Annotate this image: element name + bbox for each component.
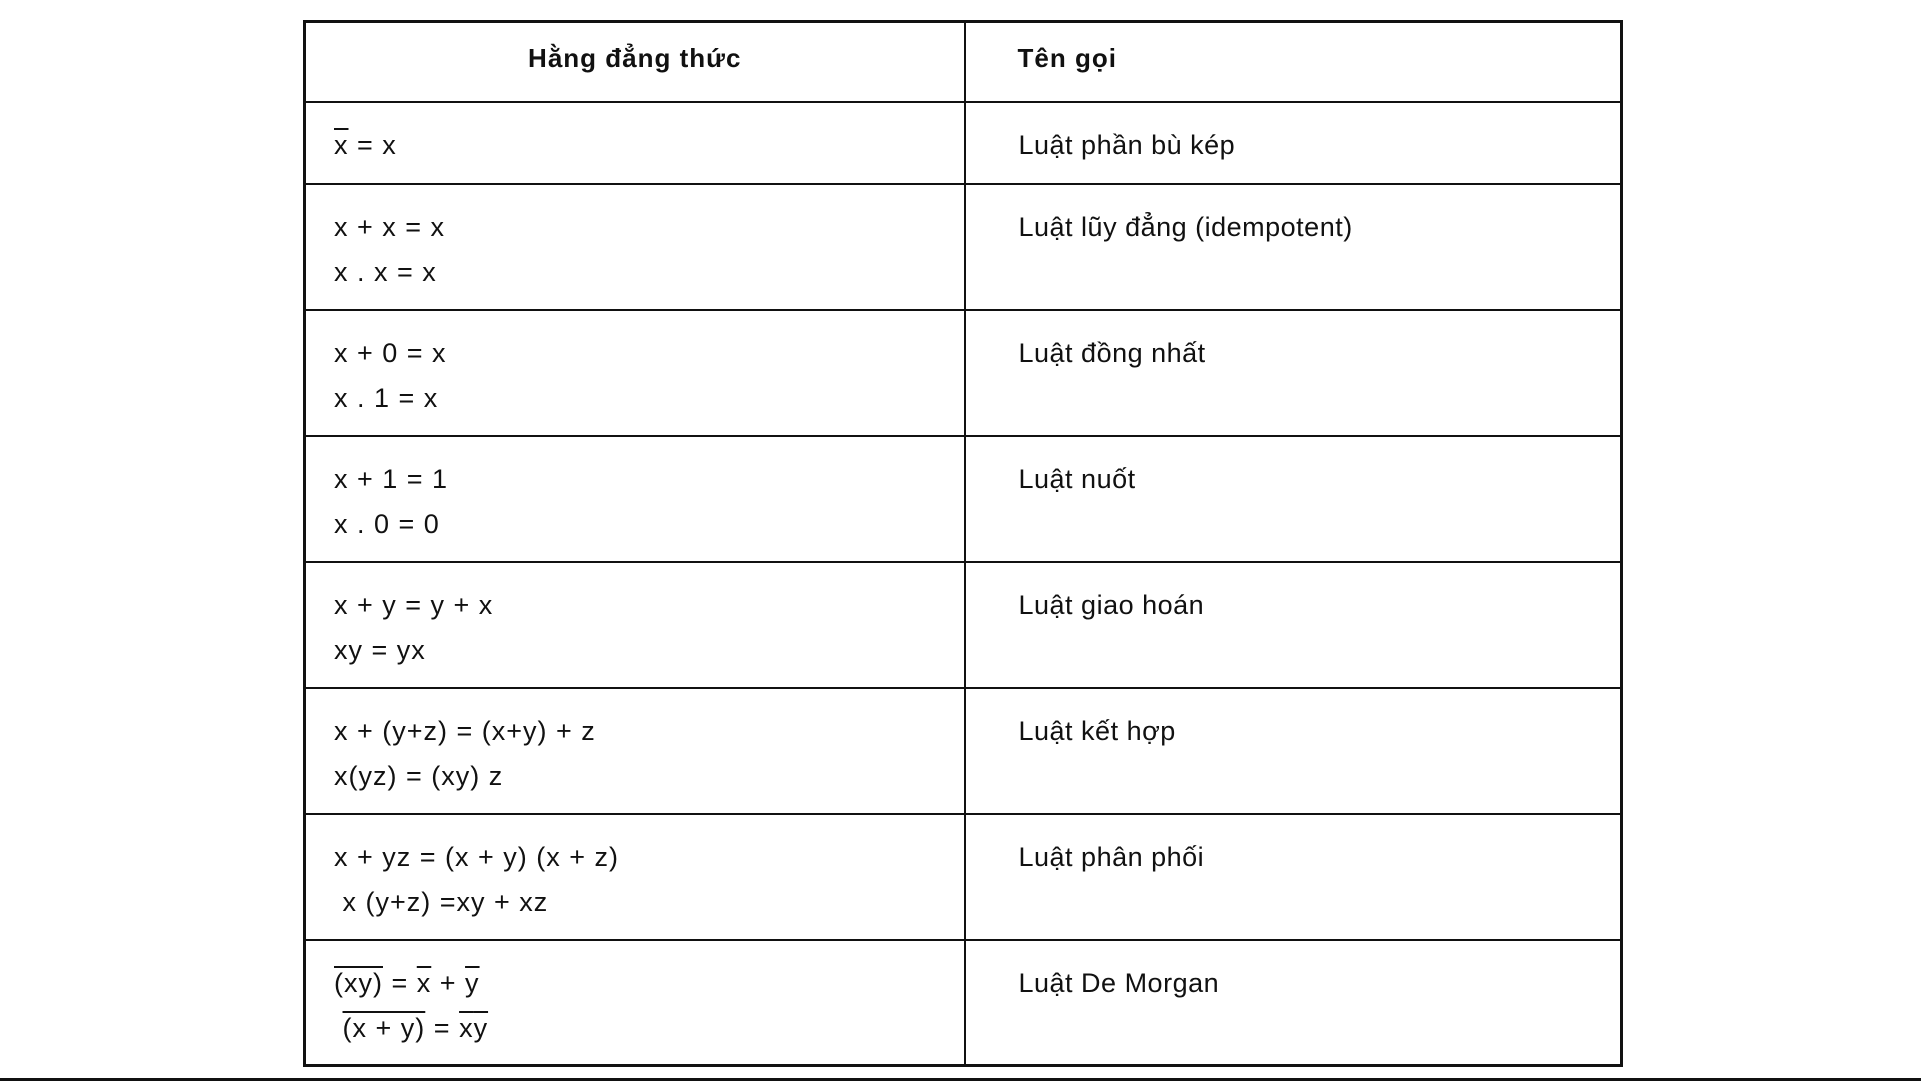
law-name: Luật đồng nhất [1018, 337, 1206, 368]
equation-text: x . 0 = 0 [334, 508, 440, 539]
equation-text: x + y = y + x [334, 589, 494, 620]
law-name-cell [965, 184, 1622, 310]
equation-text: x (y+z) =xy + xz [334, 886, 549, 917]
law-name: Luật nuốt [1018, 463, 1136, 494]
equation-text: x + 1 = 1 [334, 463, 449, 494]
identity-line [334, 502, 963, 547]
law-name-cell [965, 940, 1622, 1066]
identity-line [334, 250, 963, 295]
table-row [305, 562, 1622, 688]
negated-term: $\overline{x}$ [416, 967, 432, 998]
identity-line [334, 457, 963, 502]
equation-text: x + x = x [334, 211, 446, 242]
table-row [305, 436, 1622, 562]
law-name-cell [965, 562, 1622, 688]
negated-term: $\overline{y}$ [465, 967, 480, 998]
law-name: Luật De Morgan [1018, 967, 1220, 998]
law-name: Luật phần bù kép [1018, 129, 1236, 160]
identity-line [334, 835, 963, 880]
identity-line [334, 628, 963, 673]
equation-text: + [431, 967, 466, 998]
equation-text: x . 1 = x [334, 382, 439, 413]
law-name-cell [965, 688, 1622, 814]
table-row [305, 184, 1622, 310]
identity-line [334, 331, 963, 376]
identity-line [334, 123, 963, 168]
identity-line [334, 583, 963, 628]
header-identity: Hằng đẳng thức [305, 22, 965, 102]
identity-line [334, 376, 963, 421]
equation-text: x + 0 = x [334, 337, 447, 368]
law-name: Luật kết hợp [1018, 715, 1176, 746]
law-name: Luật lũy đẳng (idempotent) [1018, 211, 1353, 242]
negated-term: $\overline{y}$ [473, 1012, 489, 1043]
identity-cell [305, 310, 965, 436]
table-row [305, 814, 1622, 940]
equation-text: x(yz) = (xy) z [334, 760, 504, 791]
equation-text: = [382, 967, 417, 998]
negated-term: $\overline{x}$ [459, 1012, 474, 1043]
table-row [305, 940, 1622, 1066]
identity-line [334, 205, 963, 250]
identity-line [334, 880, 963, 925]
negated-term: (x + y) [342, 1012, 426, 1043]
law-name-cell [965, 102, 1622, 184]
table-row [305, 102, 1622, 184]
equation-text: x . x = x [334, 256, 437, 287]
equation-text: = x [348, 129, 397, 160]
identity-cell [305, 940, 965, 1066]
negated-term: $\overline{x}$ [334, 129, 349, 160]
law-name-cell [965, 814, 1622, 940]
table-row [305, 688, 1622, 814]
identity-line [334, 961, 963, 1006]
equation-text: x + (y+z) = (x+y) + z [334, 715, 596, 746]
identity-cell [305, 184, 965, 310]
table-row [305, 310, 1622, 436]
identity-cell [305, 436, 965, 562]
law-name: Luật giao hoán [1018, 589, 1205, 620]
negated-term: (xy) [334, 967, 383, 998]
boolean-identities-table [303, 20, 1623, 1067]
identity-line [334, 1006, 963, 1051]
law-name: Luật phân phối [1018, 841, 1205, 872]
identity-line [334, 754, 963, 799]
identity-cell [305, 562, 965, 688]
header-name: Tên gọi [965, 22, 1622, 102]
law-name-cell [965, 436, 1622, 562]
equation-text: xy = yx [334, 634, 426, 665]
equation-text [334, 1013, 343, 1043]
identity-cell [305, 102, 965, 184]
identity-cell [305, 814, 965, 940]
table-header-row [305, 22, 1622, 102]
law-name-cell [965, 310, 1622, 436]
table-body [305, 102, 1622, 1066]
equation-text: = [425, 1012, 460, 1043]
equation-text: x + yz = (x + y) (x + z) [334, 841, 620, 872]
identity-line [334, 709, 963, 754]
identity-cell [305, 688, 965, 814]
